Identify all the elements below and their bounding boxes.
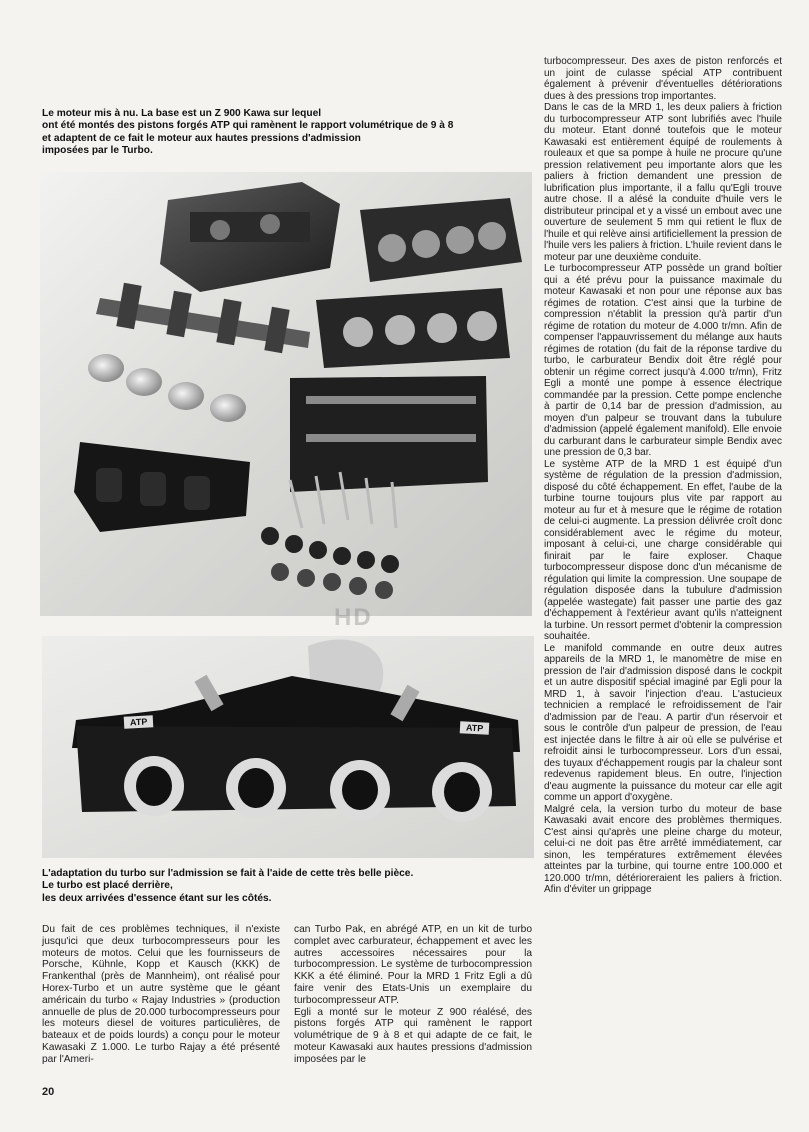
column-2-paragraph: Egli a monté sur le moteur Z 900 réalésé, des pistons forgés ATP qui ramènent le rapport volumétrique de 9 à 8 et qui adapte de ce fait, le moteur Kawasaki aux hautes pressions d'admission imposées par le xyxy=(294,1006,532,1065)
column-3-paragraph: Le manifold commande en outre deux autres appareils de la MRD 1, le manomètre de mise en pression de l'air d'admission disposé dans le cockpit et un autre dispositif spécial imaginé par Egli pour la MRD 1, à savoir l'injection d'eau. L'astucieux technicien a remplacé le refroidissement de l'air d'admission par de l'eau. A partir d'un réservoir et sous le contrôle d'un palpeur de pression, de l'eau est injectée dans le filtre à air où elle se pulvérise et refroidit ainsi le turbocompresseur. Lors d'un essai, des tuyaux d'échappement rougis par la chaleur sont redevenus rapidement bleus. En outre, l'injection d'eau augmente la puissance du moteur car elle agit comme un apport d'oxygène. xyxy=(544,642,782,803)
column-2-paragraph: can Turbo Pak, en abrégé ATP, en un kit de turbo complet avec carburateur, échappement et avec les autres accessoires nécessaires pour la turbocompression. Le système de turbocompression KKK a été éliminé. Pour la MRD 1 Fritz Egli a dû faire venir des Etats-Unis un exemplaire du turbocompresseur ATP. xyxy=(294,924,532,1006)
caption-top xyxy=(42,108,522,158)
caption-top-line: imposées par le Turbo. xyxy=(42,145,153,157)
caption-bottom-line: Le turbo est placé derrière, xyxy=(42,880,173,892)
manifold-label-left: ATP xyxy=(124,715,154,729)
caption-bottom-line: L'adaptation du turbo sur l'admission se fait à l'aide de cette très belle pièce. xyxy=(42,868,414,879)
watermark: HD xyxy=(334,604,373,631)
manifold-label-right: ATP xyxy=(460,721,490,735)
engine-parts-photo xyxy=(40,172,532,616)
column-3-paragraph: Le turbocompresseur ATP possède un grand boîtier qui a été prévu pour la puissance maximale du moteur Kawasaki et non pour une réponse aux bas régimes de rotation. C'est ainsi que la turbine de compression n'établit la pression qu'à partir d'un régime de rotation du moteur de 4.000 tr/mn. Afin de compenser l'appauvrissement du mélange aux hauts régimes de rotation (du fait de la réponse tardive du turbo, le carburateur Bendix doit être réglé pour obtenir un régime correct jusqu'à 4.000 tr/mn), Fritz Egli a monté une pompe à essence électrique commandée par la pression. Cette pompe enclenche à partir de 0,14 bar de pression d'admission, au moyen d'un palpeur se trouvant dans la tubulure d'admission (appelé également manifold). Elle envoie du carburant dans le carburateur simple Bendix avec une pression de 0,3 bar. xyxy=(544,263,782,458)
manifold-photo xyxy=(42,636,534,858)
caption-top-line: et adaptent de ce fait le moteur aux hautes pressions d'admission xyxy=(42,132,361,144)
column-3-paragraph: Dans le cas de la MRD 1, les deux paliers à friction du turbocompresseur ATP sont lubrifiés avec l'huile du moteur. Etant donné toutefois que le moteur Kawasaki est entièrement équipé de roulements à rouleaux et que sa pompe à huile ne procure qu'une pression relativement peu importante alors que les paliers à friction demandent une pression de lubrification plus importante, il a fallu qu'Egli trouve autre chose. Il a alésé la conduite d'huile vers le distributeur principal et y a vissé un embout avec une ouverture de seulement 5 mm qui retient le flux de l'huile et qui relève ainsi artificiellement la pression de l'huile vers les paliers à friction. L'huile revient dans le moteur par une deuxième conduite. xyxy=(544,102,782,263)
caption-bottom xyxy=(42,868,522,905)
page-number: 20 xyxy=(42,1086,55,1098)
article-column-1 xyxy=(42,924,280,1066)
column-3-paragraph: Malgré cela, la version turbo du moteur de base Kawasaki avait encore des problèmes thermiques. C'est ainsi qu'après une pleine charge du moteur, celui-ci ne doit pas être arrêté immédiatement, car sinon, les températures extrêmement élevées atteintes par la turbine, qui tourne entre 100.000 et 120.000 tr/mn, détérioreraient les paliers à friction. Afin d'éviter un grippage xyxy=(544,803,782,895)
caption-bottom-line: les deux arrivées d'essence étant sur les côtés. xyxy=(42,892,272,904)
column-3-paragraph: turbocompresseur. Des axes de piston renforcés et un joint de culasse spécial ATP contribuent également à prévenir d'éventuelles détériorations dues à des pressions trop importantes. xyxy=(544,56,782,102)
caption-top-line: Le moteur mis à nu. La base est un Z 900 Kawa sur lequel xyxy=(42,108,322,119)
column-1-paragraph: Du fait de ces problèmes techniques, il n'existe jusqu'ici que deux turbocompresseurs pour les moteurs de motos. Celui que les fournisseurs de Porsche, Kühnle, Kopp et Kausch (KKK) de Frankenthal (près de Mannheim), ont réalisé pour Horex-Turbo et un autre système que le géant américain du turbo « Rajay Industries » (production annuelle de plus de 20.000 turbocompresseurs pour les moteurs diesel de voitures particulières, de bateaux et de poids lourds) a conçu pour le moteur Kawasaki Z 1.000. Le turbo Rajay a été présenté par l'Ameri- xyxy=(42,924,280,1065)
column-3-paragraph: Le système ATP de la MRD 1 est équipé d'un système de régulation de la pression d'admission, disposé du côté échappement. En effet, l'aube de la turbine tourne toujours plus vite par rapport au moteur au fur et à mesure que le régime de rotation de celui-ci augmente. La pression délivrée croît donc considérablement avec le régime du moteur, imposant à celui-ci, une charge considérable qui finirait par le faire exploser. Chaque turbocompresseur dispose donc d'un mécanisme de régulation qui limite la compression. Une soupape de régulation disposée dans la tubulure d'admission (appelée wastegate) fait passer une partie des gaz d'échappement à l'extérieur avant qu'ils n'atteignent la turbine. Un ressort permet d'obtenir la compression souhaitée. xyxy=(544,458,782,642)
caption-top-line: ont été montés des pistons forgés ATP qui ramènent le rapport volumétrique de 9 à 8 xyxy=(42,120,454,132)
article-column-3 xyxy=(544,56,782,896)
article-column-2 xyxy=(294,924,532,1066)
